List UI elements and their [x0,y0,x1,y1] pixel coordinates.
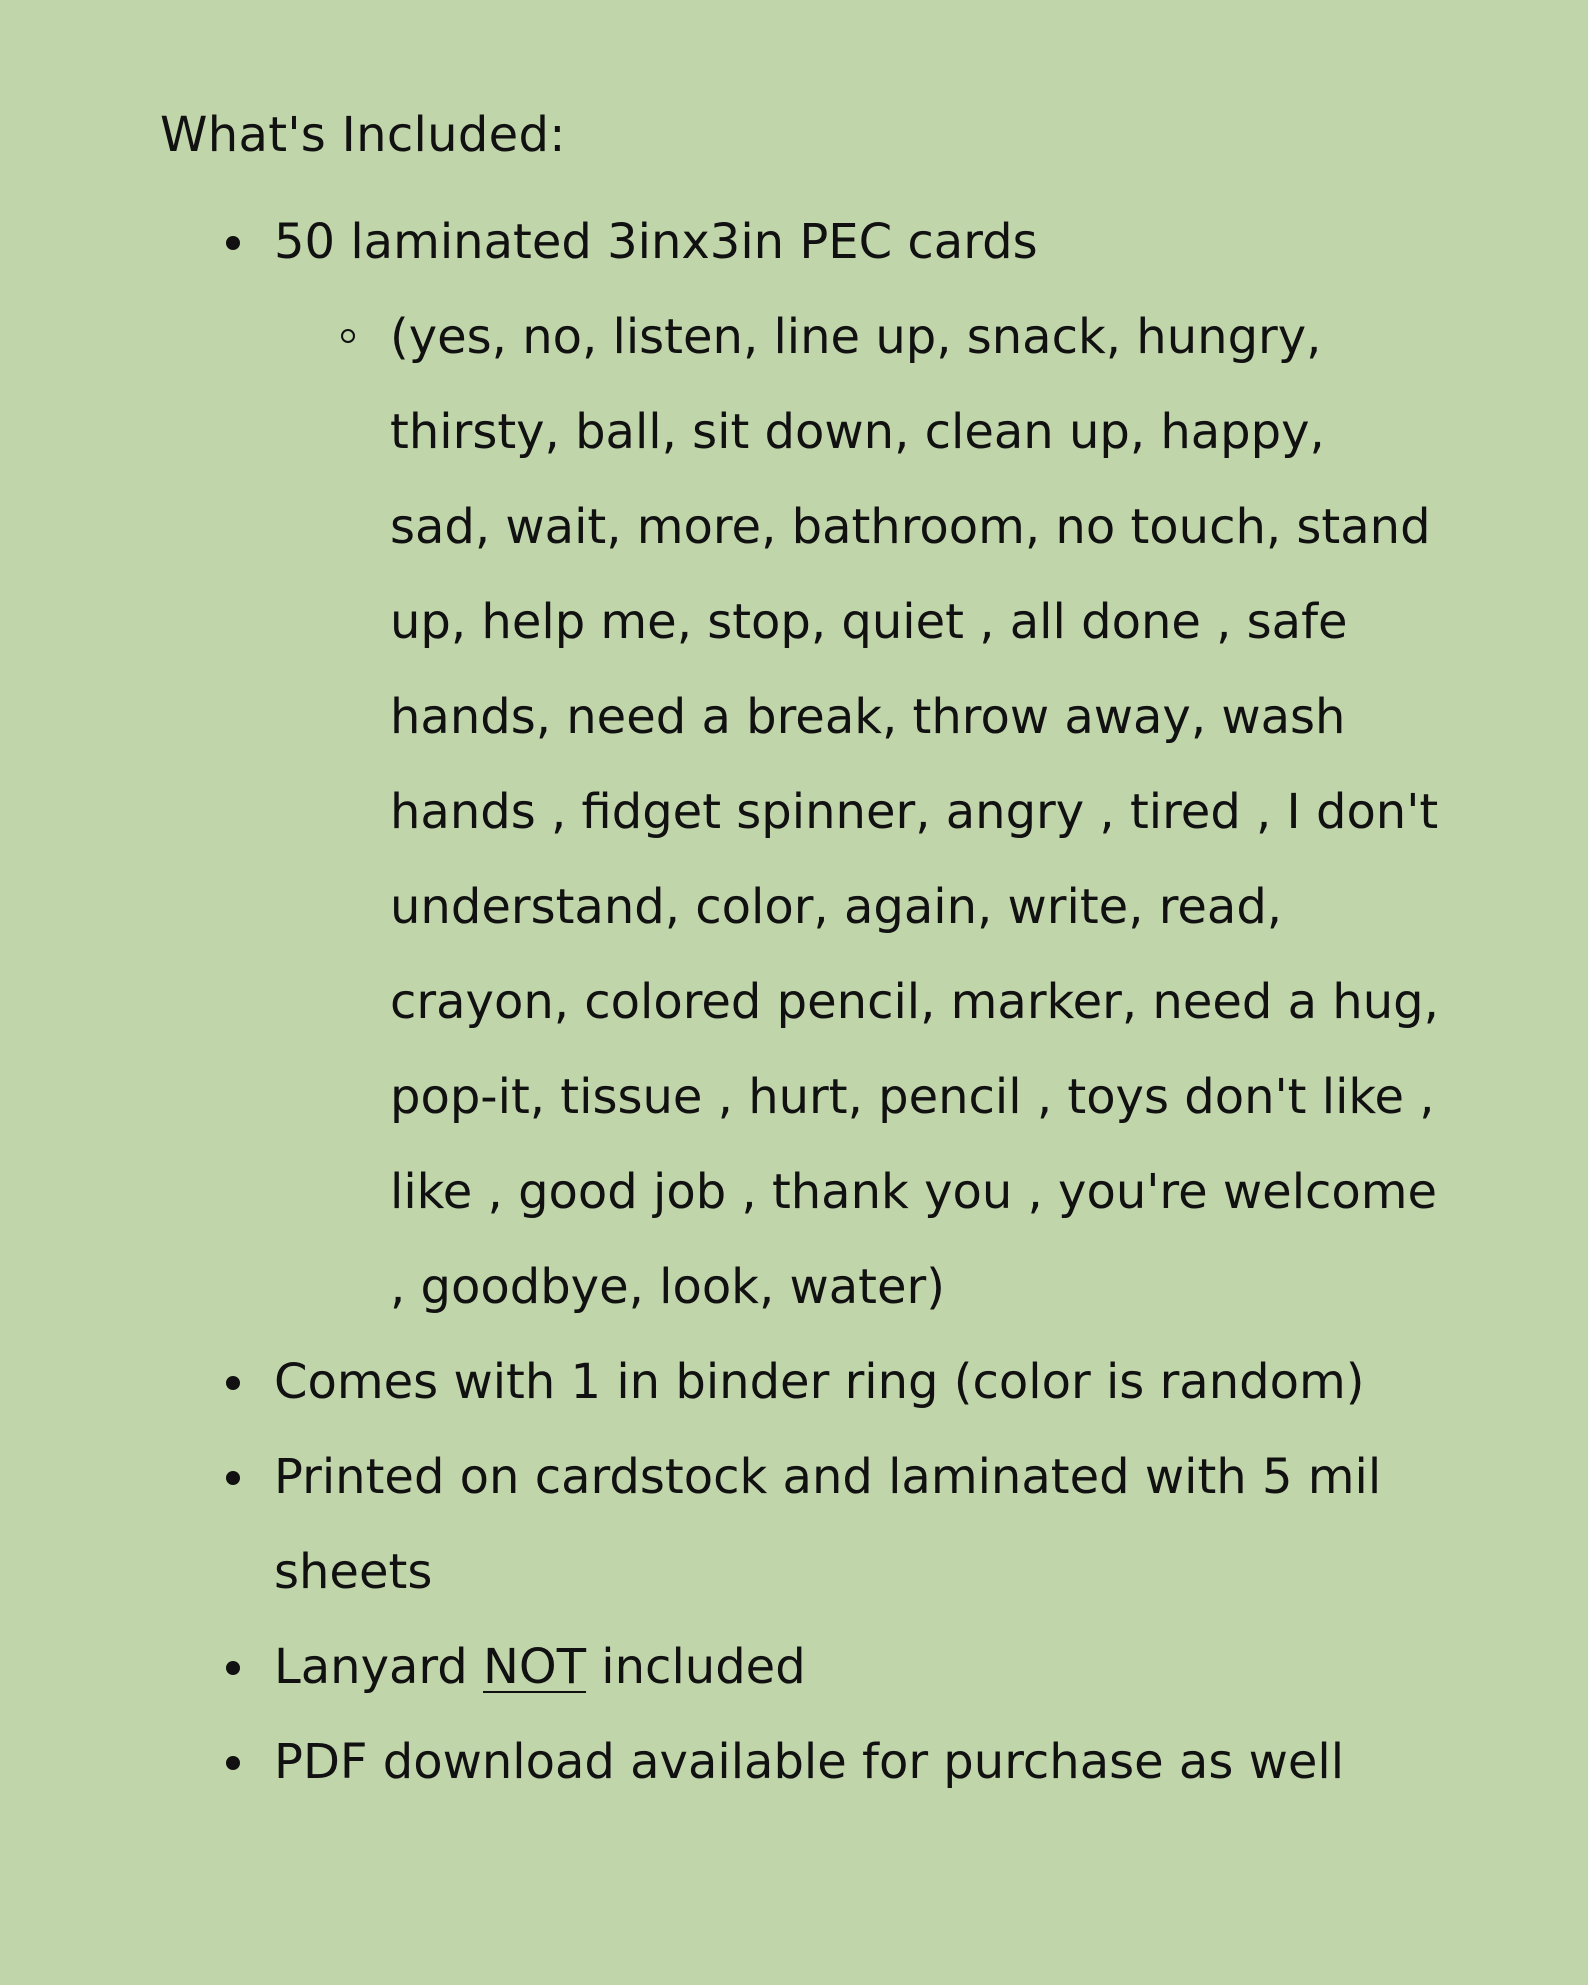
bullet-icon [226,1756,240,1770]
sub-list-item-card-words [0,290,1440,1335]
list-item-binder-ring [0,1335,1434,1430]
list-item-text: 50 laminated 3inx3in PEC cards [274,214,1038,270]
list-item-lanyard [0,1620,1434,1715]
list-item-cardstock [0,1430,1434,1620]
not-emphasis: NOT [483,1639,587,1695]
list-item-text: PDF download available for purchase as well [274,1734,1345,1790]
list-item-text-after: included [586,1639,806,1695]
list-item-text-before: Lanyard [274,1639,484,1695]
sub-list-item-text: (yes, no, listen, line up, snack, hungry, thirsty, ball, sit down, clean up, happy, sad, wait, more, bathroom, no touch, stand up, help me, stop, quiet , all done , safe hands, need a break, throw away, wash hands , fidget spinner, angry , tired , I don't understand, color, again, write, read, crayon, colored pencil, marker, need a hug, pop-it, tissue , hurt, pencil , toys don't like , like , good job , thank you , you're welcome , goodbye, look, water) [390,309,1439,1315]
included-list [0,195,1588,1810]
section-heading: What's Included: [160,107,566,163]
list-item-pdf-download [0,1715,1434,1810]
bullet-icon [226,1376,240,1390]
hollow-bullet-icon [341,329,355,343]
list-item-text: Printed on cardstock and laminated with 5 mil sheets [274,1449,1382,1600]
bullet-icon [226,236,240,250]
list-item-text: Comes with 1 in binder ring (color is random) [274,1354,1365,1410]
bullet-icon [226,1471,240,1485]
bullet-icon [226,1661,240,1675]
list-item-pec-cards [0,195,1434,290]
